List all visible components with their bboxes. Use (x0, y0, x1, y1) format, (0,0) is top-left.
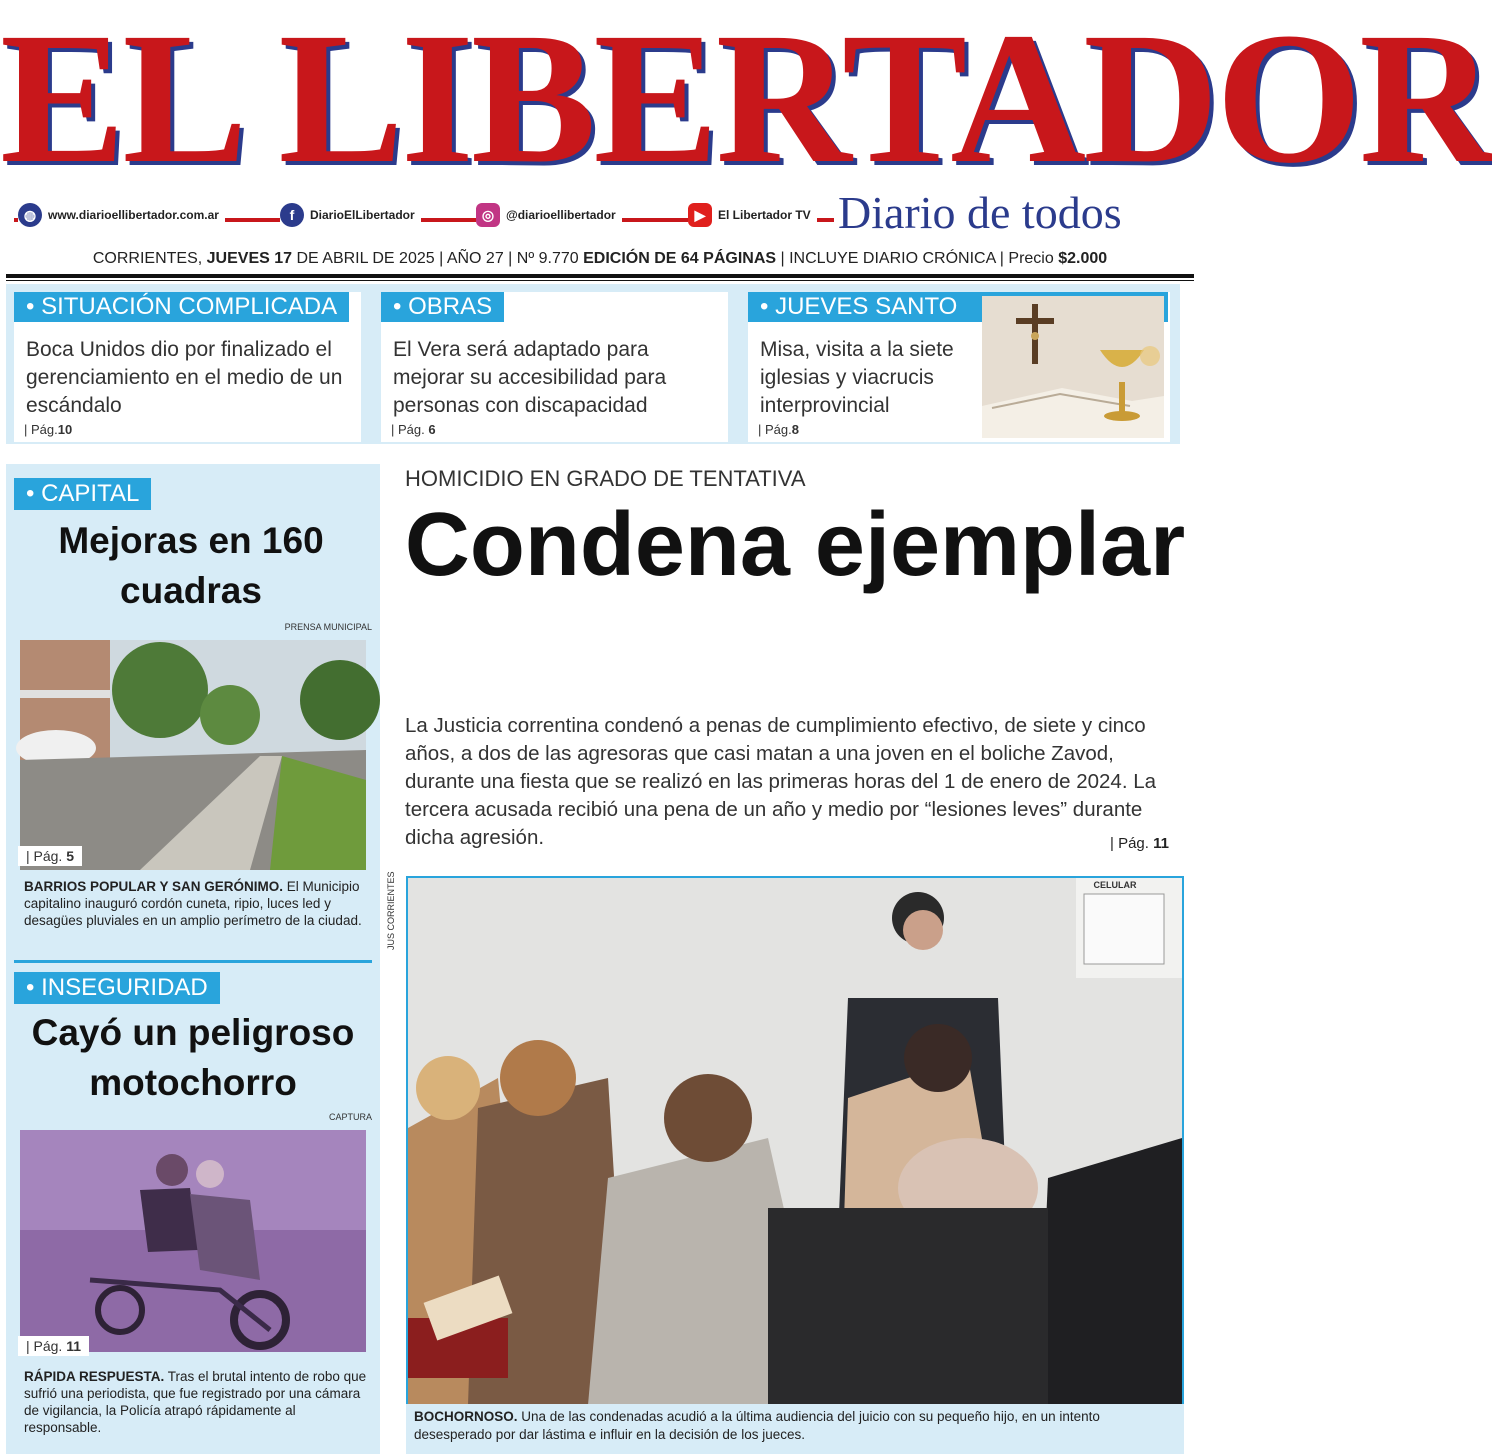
main-lede: La Justicia correntina condenó a penas de cumplimiento efectivo, de siete y cinco años, a dos de las agresoras que casi matan a una joven en el boliche Zavod, durante una fiesta que se realizó en las primeras horas del 1 de enero de 2024. La tercera acusada recibió una pena de un año y medio por “lesiones leves” durante dicha agresión. (405, 714, 1157, 849)
youtube-icon: ▶ (688, 203, 712, 227)
inseguridad-caption: RÁPIDA RESPUESTA. Tras el brutal intento de robo que sufrió una periodista, que fue registrado por una cámara de vigilancia, la Policía atrapó rápidamente al responsable. (24, 1369, 367, 1435)
divider (14, 960, 372, 963)
facebook-link[interactable]: f DiarioElLibertador (280, 202, 421, 228)
main-kicker: HOMICIDIO EN GRADO DE TENTATIVA (405, 466, 806, 491)
teaser-label: • SITUACIÓN COMPLICADA (14, 292, 349, 322)
facebook-icon: f (280, 203, 304, 227)
main-headline: Condena ejemplar (404, 495, 1186, 595)
teaser-label: • JUEVES SANTO (748, 292, 1168, 322)
photo-credit: CAPTURA (328, 1112, 372, 1122)
page-ref: | Pág.10 (24, 422, 73, 437)
capital-caption: BARRIOS POPULAR Y SAN GERÓNIMO. El Municipio capitalino inauguró cordón cuneta, ripio, luces led y desagües pluviales en un amplio perímetro de la ciudad. (24, 879, 362, 928)
globe-icon: ◍ (18, 203, 42, 227)
page-ref: | Pág.8 (758, 422, 799, 437)
page-ref: | Pág. 6 (391, 422, 436, 437)
inseguridad-headline: Cayó un peligroso motochorro (31, 1012, 355, 1103)
photo-credit: JUS CORRIENTES (386, 871, 396, 950)
page-ref: | Pág. 5 (18, 846, 82, 866)
street-photo (20, 640, 366, 870)
courtroom-photo (406, 876, 1184, 1407)
teaser-text: Misa, visita a la siete iglesias y viacrucis interprovincial (760, 338, 954, 417)
teaser-label: • OBRAS (381, 292, 504, 322)
easter-photo (982, 296, 1164, 438)
cctv-photo (20, 1130, 366, 1352)
instagram-icon: ◎ (476, 203, 500, 227)
teaser-obras[interactable] (381, 292, 728, 442)
instagram-link[interactable]: ◎ @diarioellibertador (476, 202, 622, 228)
photo-credit: PRENSA MUNICIPAL (284, 622, 372, 632)
page-ref: | Pág. 11 (18, 1336, 89, 1356)
tagline: Diario de todos (838, 187, 1122, 238)
social-bar (14, 202, 834, 228)
teaser-text: Boca Unidos dio por finalizado el gerenciamiento en el medio de un escándalo (26, 338, 343, 417)
capital-headline: Mejoras en 160 cuadras (58, 520, 324, 611)
youtube-link[interactable]: ▶ El Libertador TV (688, 202, 817, 228)
courtroom-sign: CELULAR (1093, 880, 1137, 890)
teaser-text: El Vera será adaptado para mejorar su accesibilidad para personas con discapacidad (393, 338, 667, 417)
divider (6, 274, 1194, 278)
section-label-inseguridad: • INSEGURIDAD (14, 972, 220, 1004)
main-caption: BOCHORNOSO. Una de las condenadas acudió a la última audiencia del juicio con su pequeño hijo, en un intento desesperado por dar lástima e influir en la decisión de los jueces. (414, 1409, 1100, 1442)
divider (6, 280, 1194, 281)
dateline: CORRIENTES, JUEVES 17 DE ABRIL DE 2025 | AÑO 27 | Nº 9.770 EDICIÓN DE 64 PÁGINAS | INCLUYE DIARIO CRÓNICA | Precio $2.000 (92, 250, 1108, 267)
teaser-situacion[interactable] (14, 292, 361, 442)
website-link[interactable]: ◍ www.diarioellibertador.com.ar (18, 202, 225, 228)
masthead-title: EL LIBERTADOR (0, 0, 1492, 202)
page-ref: | Pág. 11 (1110, 835, 1169, 852)
section-label-capital: • CAPITAL (14, 478, 151, 510)
left-column (6, 464, 380, 1454)
